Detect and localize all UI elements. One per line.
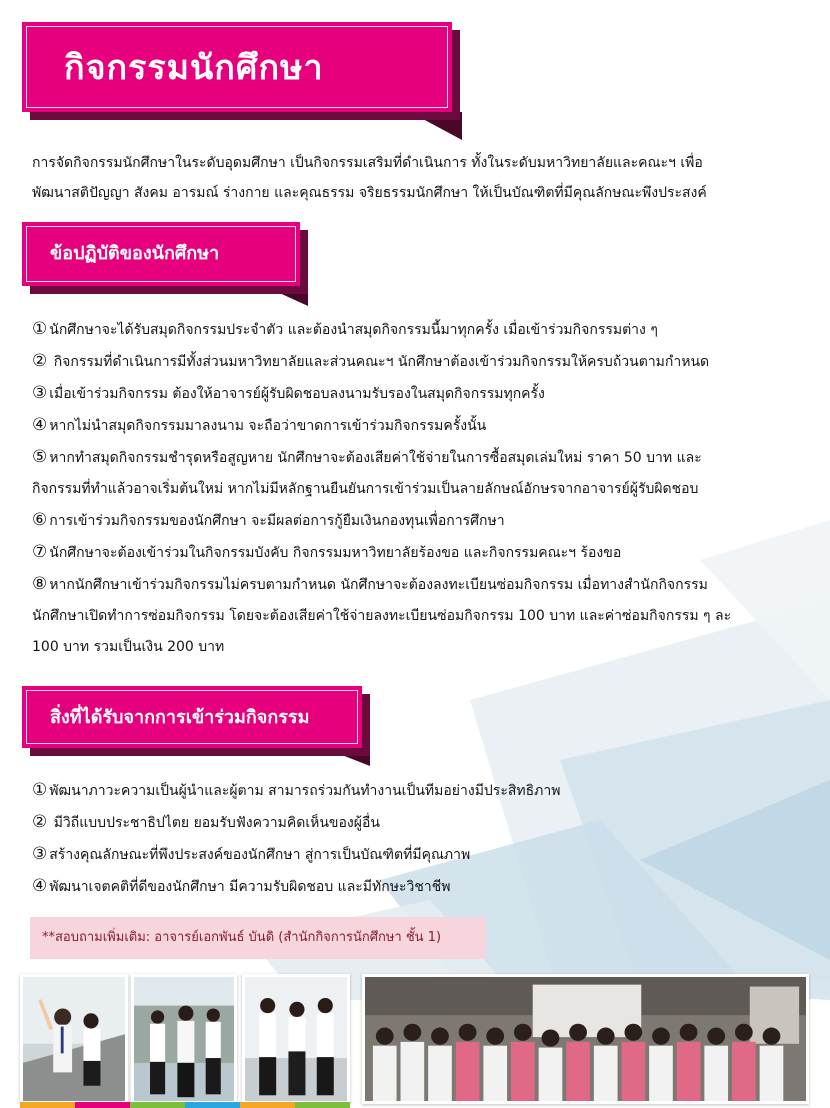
benefits-section-heading: สิ่งที่ได้รับจากการเข้าร่วมกิจกรรม	[50, 707, 310, 728]
page-title-banner	[22, 22, 452, 112]
students-selfie-photo	[20, 974, 128, 1104]
rule-text: กิจกรรมที่ดำเนินการมีทั้งส่วนมหาวิทยาลัยและส่วนคณะฯ นักศึกษาต้องเข้าร่วมกิจกรรมให้ครบถ้วนตามกำหนด	[49, 354, 710, 370]
rule-text: เมื่อเข้าร่วมกิจกรรม ต้องให้อาจารย์ผู้รับผิดชอบลงนามรับรองในสมุดกิจกรรมทุกครั้ง	[49, 386, 545, 402]
intro-line: การจัดกิจกรรมนักศึกษาในระดับอุดมศึกษา เป็นกิจกรรมเสริมที่ดำเนินการ ทั้งในระดับมหาวิทยาลัยและคณะฯ เพื่อ	[32, 155, 703, 171]
contact-note: **สอบถามเพิ่มเติม: อาจารย์เอกพันธ์ บันดิ (สำนักกิจการนักศึกษา ชั้น 1)	[30, 917, 486, 959]
benefit-text: สร้างคุณลักษณะที่พึงประสงค์ของนักศึกษา สู่การเป็นบัณฑิตที่มีคุณภาพ	[49, 847, 471, 863]
benefit-text: มีวิถีแบบประชาธิปไตย ยอมรับฟังความคิดเห็นของผู้อื่น	[49, 815, 380, 831]
rule-item	[32, 442, 802, 474]
number-circle-icon: ⑦	[32, 542, 48, 562]
number-circle-icon: ②	[32, 812, 48, 832]
rule-item	[32, 314, 802, 346]
number-circle-icon: ④	[32, 876, 48, 896]
benefit-item	[32, 839, 732, 871]
rule-text: การเข้าร่วมกิจกรรมของนักศึกษา จะมีผลต่อการกู้ยืมเงินกองทุนเพื่อการศึกษา	[49, 513, 505, 529]
number-circle-icon: ⑤	[32, 447, 48, 467]
rule-item	[32, 410, 802, 442]
rule-item	[32, 346, 802, 378]
number-circle-icon: ②	[32, 351, 48, 371]
intro-paragraph	[32, 148, 792, 208]
rule-text: นักศึกษาจะต้องเข้าร่วมในกิจกรรมบังคับ กิจกรรมมหาวิทยาลัยร้องขอ และกิจกรรมคณะฯ ร้องขอ	[49, 545, 622, 561]
rule-item	[32, 569, 802, 601]
rules-list	[32, 314, 802, 663]
rule-item	[32, 505, 802, 537]
benefits-list	[32, 775, 732, 903]
group-photo	[362, 974, 809, 1104]
students-standing-photo	[131, 974, 237, 1104]
rule-text-continued: 100 บาท รวมเป็นเงิน 200 บาท	[32, 639, 225, 655]
rule-text-continued: กิจกรรมที่ทำแล้วอาจเริ่มต้นใหม่ หากไม่มีหลักฐานยืนยันการเข้าร่วมเป็นลายลักษณ์อักษรจากอาจารย์ผู้รับผิดชอบ	[32, 481, 699, 497]
three-students-photo	[242, 974, 350, 1104]
rules-section-banner	[22, 222, 300, 286]
page-title: กิจกรรมนักศึกษา	[64, 48, 324, 88]
rule-text: หากไม่นำสมุดกิจกรรมมาลงนาม จะถือว่าขาดการเข้าร่วมกิจกรรมครั้งนั้น	[49, 418, 487, 434]
rule-text: หากทำสมุดกิจกรรมชำรุดหรือสูญหาย นักศึกษาจะต้องเสียค่าใช้จ่ายในการซื้อสมุดเล่มใหม่ ราคา 50 บาท และ	[49, 450, 702, 466]
number-circle-icon: ①	[32, 319, 48, 339]
benefits-section-banner	[22, 686, 362, 748]
number-circle-icon: ⑧	[32, 574, 48, 594]
benefit-item	[32, 871, 732, 903]
number-circle-icon: ④	[32, 415, 48, 435]
rule-text: นักศึกษาจะได้รับสมุดกิจกรรมประจำตัว และต้องนำสมุดกิจกรรมนี้มาทุกครั้ง เมื่อเข้าร่วมกิจกรรมต่าง ๆ	[49, 322, 658, 338]
benefit-text: พัฒนาภาวะความเป็นผู้นำและผู้ตาม สามารถร่วมกันทำงานเป็นทีมอย่างมีประสิทธิภาพ	[49, 783, 561, 799]
number-circle-icon: ③	[32, 844, 48, 864]
rule-item	[32, 537, 802, 569]
photo-color-strip	[20, 1102, 350, 1108]
number-circle-icon: ⑥	[32, 510, 48, 530]
intro-line: พัฒนาสติปัญญา สังคม อารมณ์ ร่างกาย และคุณธรรม จริยธรรมนักศึกษา ให้เป็นบัณฑิตที่มีคุณลักษณะพึงประสงค์	[32, 185, 707, 201]
benefit-item	[32, 775, 732, 807]
number-circle-icon: ③	[32, 383, 48, 403]
rule-text-continued: นักศึกษาเปิดทำการซ่อมกิจกรรม โดยจะต้องเสียค่าใช้จ่ายลงทะเบียนซ่อมกิจกรรม 100 บาท และค่าซ่อมกิจกรรม ๆ ละ	[32, 608, 732, 624]
benefit-text: พัฒนาเจตคติที่ดีของนักศึกษา มีความรับผิดชอบ และมีทักษะวิชาชีพ	[49, 879, 451, 895]
rule-text: หากนักศึกษาเข้าร่วมกิจกรรมไม่ครบตามกำหนด นักศึกษาจะต้องลงทะเบียนซ่อมกิจกรรม เมื่อทางสำนักกิจกรรม	[49, 577, 708, 593]
rules-section-heading: ข้อปฏิบัติของนักศึกษา	[50, 243, 220, 264]
rule-item	[32, 378, 802, 410]
benefit-item	[32, 807, 732, 839]
number-circle-icon: ①	[32, 780, 48, 800]
